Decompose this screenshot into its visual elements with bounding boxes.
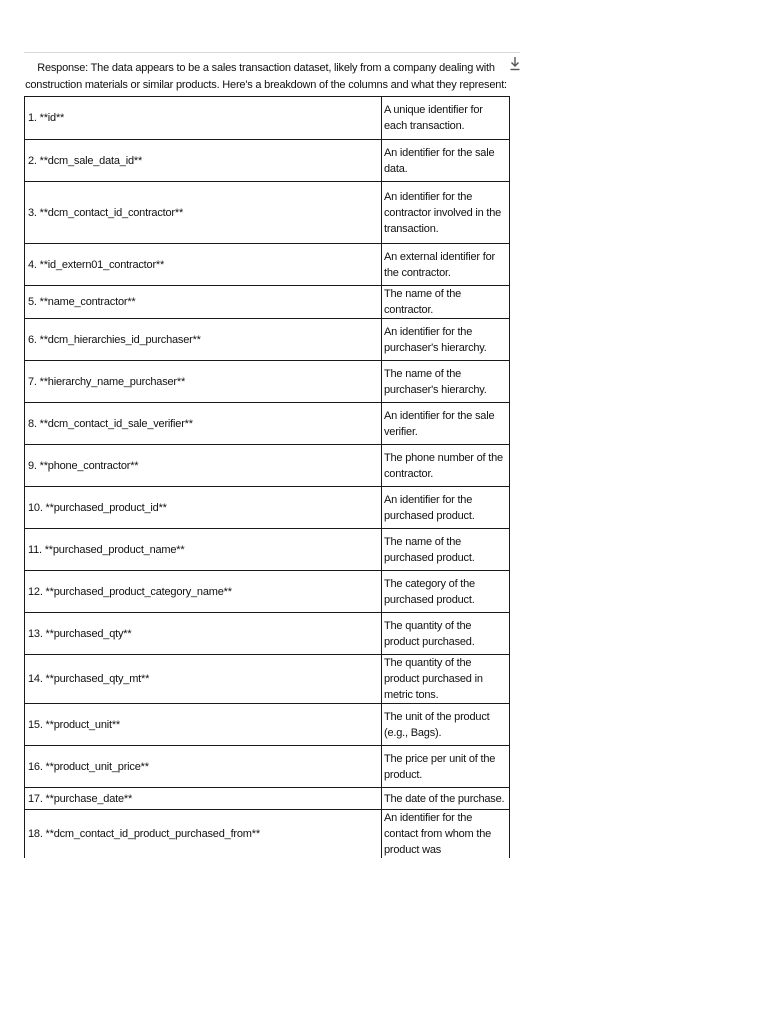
column-description-cell: An identifier for the purchased product. <box>382 487 510 529</box>
column-name-cell: 4. **id_extern01_contractor** <box>25 244 382 286</box>
column-description-cell: The phone number of the contractor. <box>382 445 510 487</box>
column-name-cell: 3. **dcm_contact_id_contractor** <box>25 182 382 244</box>
column-name-cell: 6. **dcm_hierarchies_id_purchaser** <box>25 319 382 361</box>
column-description-cell: The date of the purchase. <box>382 788 510 810</box>
table-row <box>25 704 510 746</box>
table-row <box>25 810 510 859</box>
table-row <box>25 529 510 571</box>
table-row <box>25 286 510 319</box>
download-icon[interactable] <box>509 56 521 72</box>
top-divider <box>24 52 520 53</box>
column-name-cell: 14. **purchased_qty_mt** <box>25 655 382 704</box>
column-description-cell: An identifier for the sale verifier. <box>382 403 510 445</box>
column-name-cell: 5. **name_contractor** <box>25 286 382 319</box>
table-row <box>25 319 510 361</box>
table-row <box>25 746 510 788</box>
column-description-table <box>24 96 510 858</box>
column-name-cell: 11. **purchased_product_name** <box>25 529 382 571</box>
column-name-cell: 17. **purchase_date** <box>25 788 382 810</box>
column-name-cell: 12. **purchased_product_category_name** <box>25 571 382 613</box>
table-row <box>25 403 510 445</box>
table-row <box>25 788 510 810</box>
table-row <box>25 182 510 244</box>
column-name-cell: 13. **purchased_qty** <box>25 613 382 655</box>
table-row <box>25 445 510 487</box>
table-row <box>25 571 510 613</box>
column-description-cell: The name of the purchased product. <box>382 529 510 571</box>
column-name-cell: 15. **product_unit** <box>25 704 382 746</box>
column-description-cell: An identifier for the contact from whom the product was <box>382 810 510 859</box>
column-name-cell: 18. **dcm_contact_id_product_purchased_from** <box>25 810 382 859</box>
table-row <box>25 655 510 704</box>
table-row <box>25 244 510 286</box>
column-description-cell: The quantity of the product purchased. <box>382 613 510 655</box>
column-description-cell: The unit of the product (e.g., Bags). <box>382 704 510 746</box>
column-name-cell: 2. **dcm_sale_data_id** <box>25 140 382 182</box>
column-description-cell: An identifier for the sale data. <box>382 140 510 182</box>
response-intro: Response: The data appears to be a sales transaction dataset, likely from a company dealing with construction materials or similar products. Here's a breakdown of the columns and what they represent: <box>25 62 507 91</box>
table-row <box>25 97 510 140</box>
column-name-cell: 16. **product_unit_price** <box>25 746 382 788</box>
column-description-cell: An identifier for the purchaser's hierarchy. <box>382 319 510 361</box>
column-description-cell: An identifier for the contractor involved in the transaction. <box>382 182 510 244</box>
column-description-cell: The name of the purchaser's hierarchy. <box>382 361 510 403</box>
table-row <box>25 361 510 403</box>
column-description-cell: An external identifier for the contractor. <box>382 244 510 286</box>
column-description-cell: The quantity of the product purchased in metric tons. <box>382 655 510 704</box>
column-description-cell: The category of the purchased product. <box>382 571 510 613</box>
table-row <box>25 487 510 529</box>
column-description-cell: The price per unit of the product. <box>382 746 510 788</box>
column-name-cell: 10. **purchased_product_id** <box>25 487 382 529</box>
column-name-cell: 9. **phone_contractor** <box>25 445 382 487</box>
column-name-cell: 1. **id** <box>25 97 382 140</box>
column-description-cell: The name of the contractor. <box>382 286 510 319</box>
table-row <box>25 613 510 655</box>
table-row <box>25 140 510 182</box>
column-description-cell: A unique identifier for each transaction. <box>382 97 510 140</box>
column-name-cell: 8. **dcm_contact_id_sale_verifier** <box>25 403 382 445</box>
column-name-cell: 7. **hierarchy_name_purchaser** <box>25 361 382 403</box>
